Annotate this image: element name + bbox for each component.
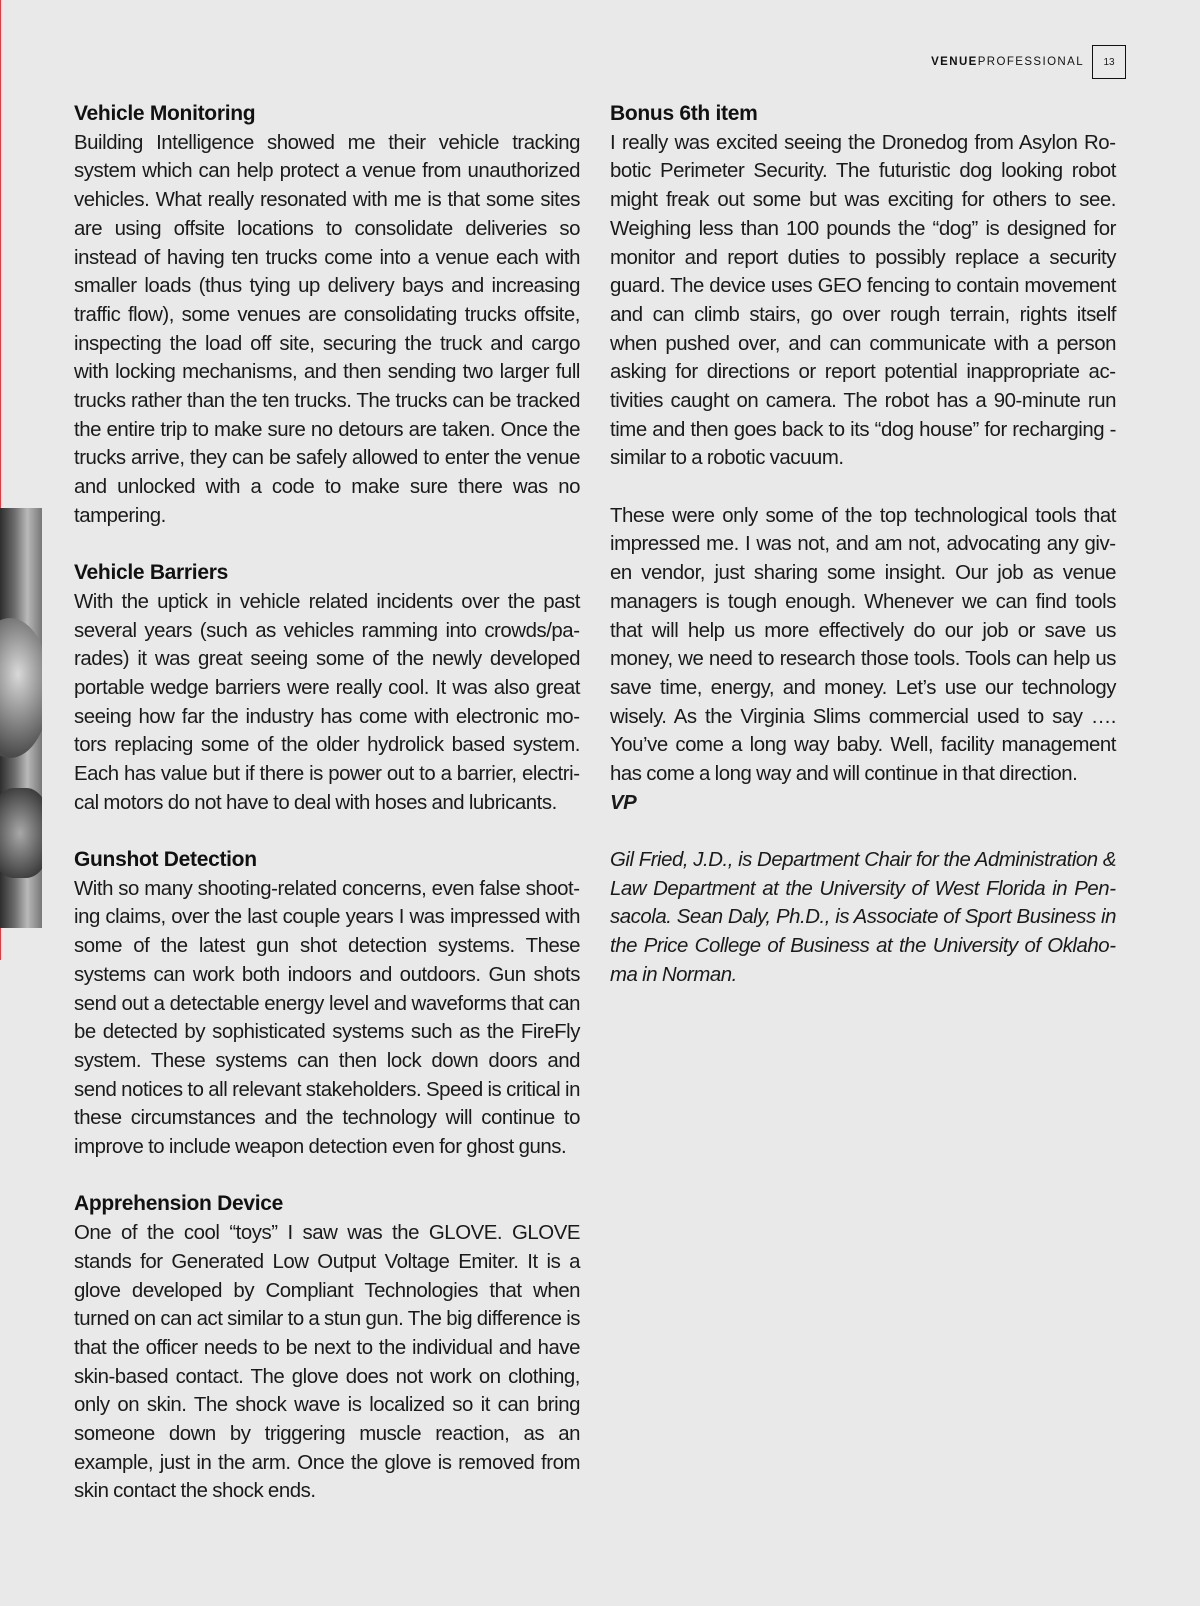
vp-signoff: VP — [610, 791, 637, 814]
section-heading: Vehicle Barriers — [74, 561, 228, 585]
section-apprehension-device — [74, 1190, 580, 1506]
section-heading: Gunshot Detection — [74, 848, 257, 872]
cropped-photo — [0, 508, 42, 928]
section-heading: Vehicle Monitoring — [74, 102, 256, 125]
section-body: With the uptick in vehicle related incidents over the past several years (such as vehicles ramming into crowds/parades) it was great seeing some of the newly developed portable wedge barriers were really cool. It was also great seeing how far the industry has come with electronic motors replacing some of the older hydrolick based system. Each has value but if there is power out to a barrier, electrical motors do not have to deal with hoses and lubricants. — [74, 590, 580, 814]
section-heading: Bonus 6th item — [610, 102, 758, 125]
section-body: Building Intelligence showed me their vehicle tracking system which can help protect a venue from unauthorized vehicles. What really resonated with me is that some sites are using offsite locations to consolidate deliveries so instead of having ten trucks come into a venue each with smaller loads (thus tying up delivery bays and increasing traffic flow), some venues are consolidating trucks offsite, inspecting the load off site, securing the truck and cargo with locking mechanisms, and then sending two larger full trucks rather than the ten trucks. The trucks can be tracked the entire trip to make sure no detours are taken. Once the trucks arrive, they can be safely allowed to enter the venue and unlocked with a code to make sure there was no tampering. — [74, 131, 580, 527]
brand-bold: VENUE — [931, 56, 978, 68]
closing-paragraph: These were only some of the top technological tools that impressed me. I was not, and am not, advocating any given vendor, just sharing some insight. Our job as venue managers is tough enough. Whenever we can find tools that will help us more effectively do our job or save us money, we need to research those tools. Tools can help us save time, energy, and money. Let’s use our technology wisely. As the Virginia Slims commercial used to say …. You’ve come a long way baby. Well, facility management has come a long way and will continue in that direction. — [610, 504, 1116, 786]
section-bonus-item — [610, 100, 1116, 473]
author-bio: Gil Fried, J.D., is Department Chair for the Administration & Law Department at the University of West Florida in Pensacola. Sean Daly, Ph.D., is Associate of Sport Business in the Price College of Business at the University of Oklahoma in Norman. — [610, 849, 1116, 986]
right-column — [610, 100, 1116, 1018]
section-body: With so many shooting-related concerns, even false shooting claims, over the last couple years I was impressed with some of the latest gun shot detection systems. These systems can work both indoors and outdoors. Gun shots send out a detectable energy level and waveforms that can be detected by sophisticated systems such as the FireFly system. These systems can then lock down doors and send notices to all relevant stakeholders. Speed is critical in these circumstances and the technology will continue to improve to include weapon detection even for ghost guns. — [74, 877, 580, 1159]
left-column — [74, 100, 580, 1535]
section-gunshot-detection — [74, 846, 580, 1162]
brand-light: PROFESSIONAL — [977, 56, 1084, 68]
publication-name — [931, 56, 1084, 68]
section-body: I really was excited seeing the Dronedog from Asylon Robotic Perimeter Security. The futuristic dog looking robot might freak out some but was exciting for others to see. Weighing less than 100 pounds the “dog” is designed for monitor and report duties to possibly replace a security guard. The device uses GEO fencing to contain movement and can climb stairs, go over rough terrain, rights itself when pushed over, and can communicate with a person asking for directions or report potential inappropriate activities caught on camera. The robot has a 90-minute run time and then goes back to its “dog house” for recharging - similar to a robotic vacuum. — [610, 131, 1116, 470]
section-body: One of the cool “toys” I saw was the GLOVE. GLOVE stands for Generated Low Output Voltage Emiter. It is a glove developed by Compliant Technologies that when turned on can act similar to a stun gun. The big difference is that the officer needs to be next to the individual and have skin-based contact. The glove does not work on clothing, only on skin. The shock wave is localized so it can bring someone down by triggering muscle reaction, as an example, just in the arm. Once the glove is removed from skin contact the shock ends. — [74, 1222, 581, 1503]
page-number: 13 — [1092, 45, 1126, 79]
section-heading: Apprehension Device — [74, 1192, 284, 1216]
masthead — [931, 44, 1126, 80]
section-closing — [610, 502, 1116, 818]
section-vehicle-barriers — [74, 559, 580, 817]
section-author-bio — [610, 846, 1116, 990]
section-vehicle-monitoring — [74, 100, 580, 531]
